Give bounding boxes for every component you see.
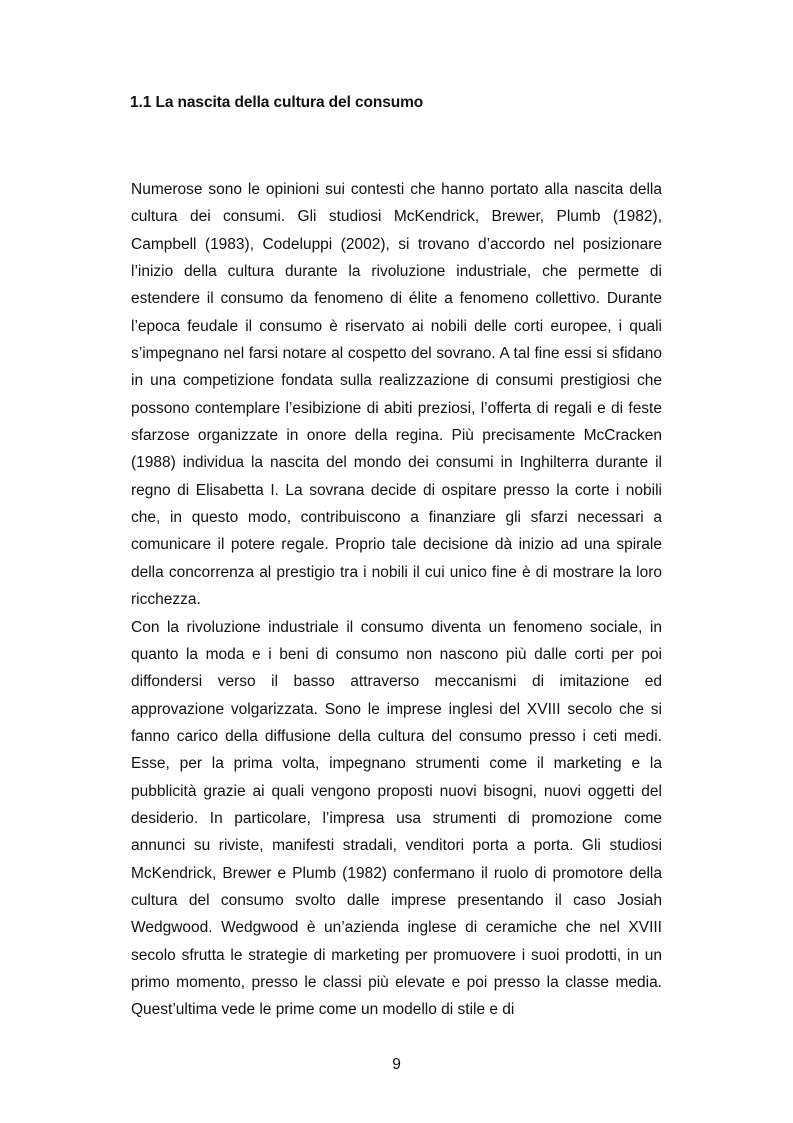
paragraph-industrial-revolution: Con la rivoluzione industriale il consumo diventa un fenomeno sociale, in quanto la moda e i beni di consumo non nascono più dalle corti per poi diffondersi verso il basso attraverso meccanismi di imitazione ed approvazione volgarizzata. Sono le imprese inglesi del XVIII secolo che si fanno carico della diffusione della cultura del consumo presso i ceti medi. Esse, per la prima volta, impegnano strumenti come il marketing e la pubblicità grazie ai quali vengono proposti nuovi bisogni, nuovi oggetti del desiderio. In particolare, l’impresa usa strumenti di promozione come annunci su riviste, manifesti stradali, venditori porta a porta. Gli studiosi McKendrick, Brewer e Plumb (1982) confermano il ruolo di promotore della cultura del consumo svolto dalle imprese presentando il caso Josiah Wedgwood. Wedgwood è un’azienda inglese di ceramiche che nel XVIII secolo sfrutta le strategie di marketing per promuovere i suoi prodotti, in un primo momento, presso le classi più elevate e poi presso la classe media. Quest’ultima vede le prime come un modello di stile e di <box>131 618 662 1019</box>
page-number: 9 <box>392 1056 401 1073</box>
body-text <box>131 176 662 1024</box>
paragraph-intro: Numerose sono le opinioni sui contesti che hanno portato alla nascita della cultura dei consumi. Gli studiosi McKendrick, Brewer, Plumb (1982), Campbell (1983), Codeluppi (2002), si trovano d’accordo nel posizionare l’inizio della cultura durante la rivoluzione industriale, che permette di estendere il consumo da fenomeno di élite a fenomeno collettivo. Durante l’epoca feudale il consumo è riservato ai nobili delle corti europee, i quali s’impegnano nel farsi notare al cospetto del sovrano. A tal fine essi si sfidano in una competizione fondata sulla realizzazione di consumi prestigiosi che possono contemplare l’esibizione di abiti preziosi, l’offerta di regali e di feste sfarzose organizzate in onore della regina. Più precisamente McCracken (1988) individua la nascita del mondo dei consumi in Inghilterra durante il regno di Elisabetta I. La sovrana decide di ospitare presso la corte i nobili che, in questo modo, contribuiscono a finanziare gli sfarzi necessari a comunicare il potere regale. Proprio tale decisione dà inizio ad una spirale della concorrenza al prestigio tra i nobili il cui unico fine è di mostrare la loro ricchezza. <box>131 181 662 609</box>
section-title: 1.1 La nascita della cultura del consumo <box>130 94 424 111</box>
